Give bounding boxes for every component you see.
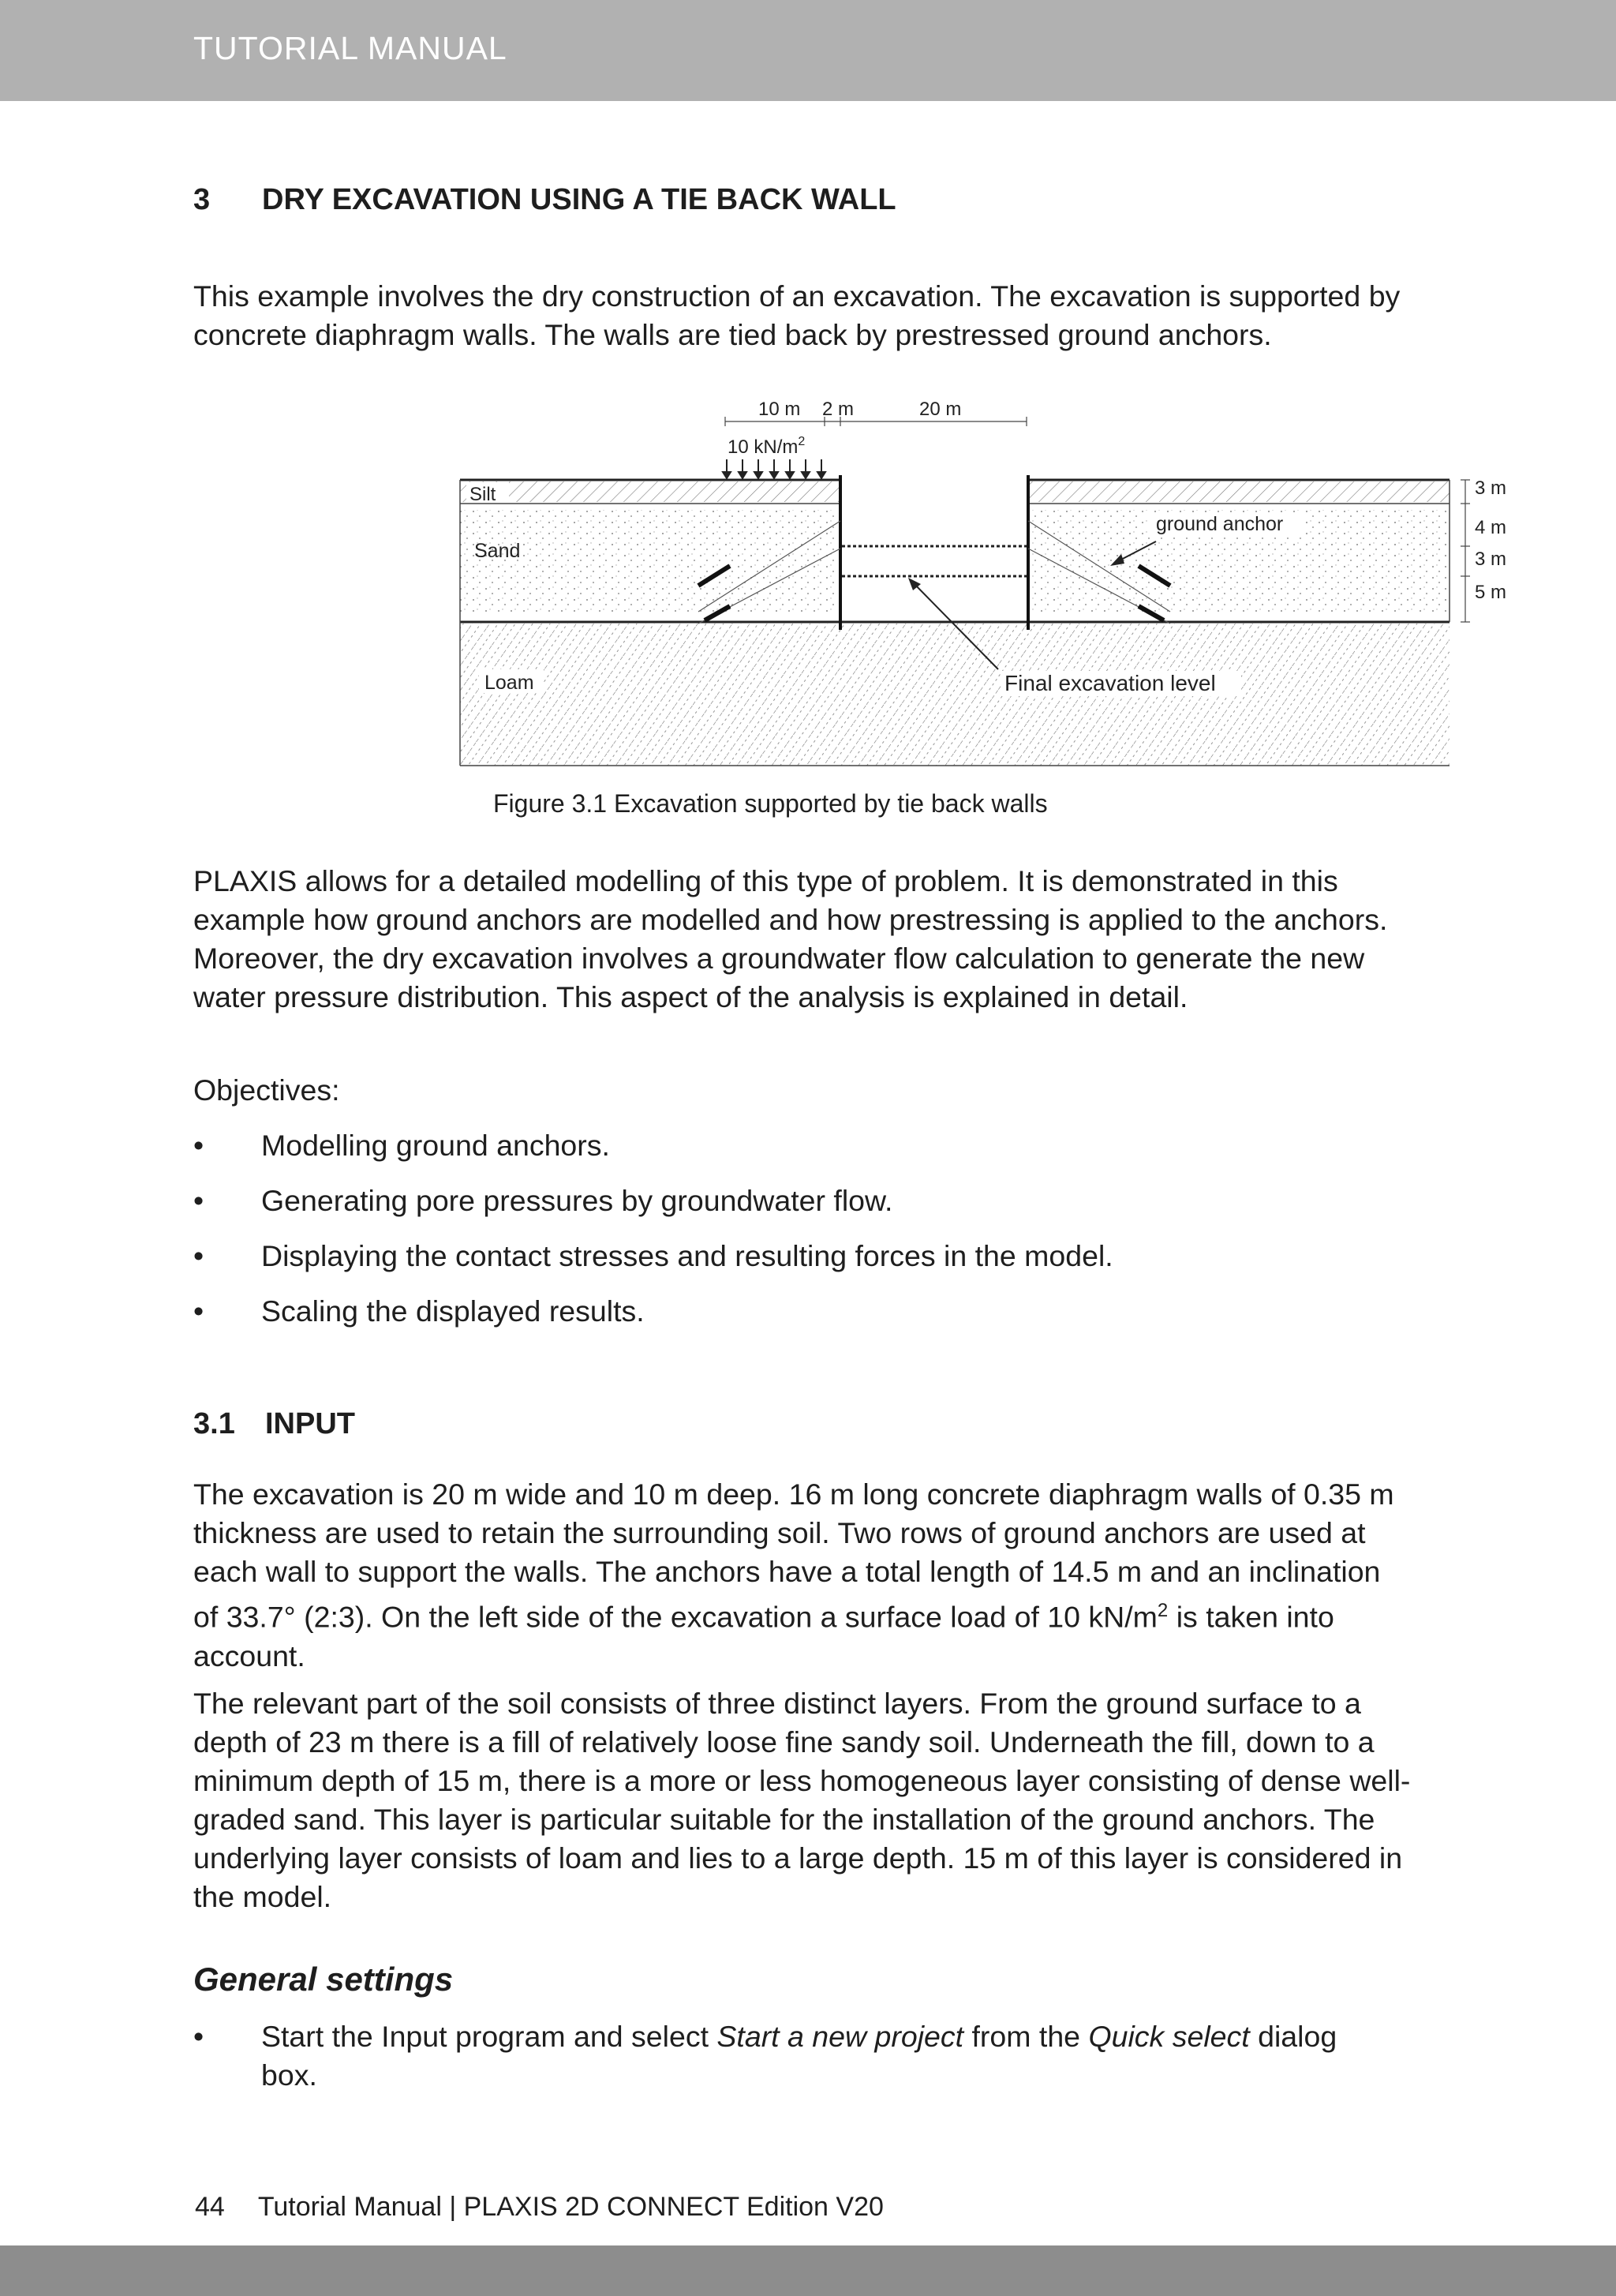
dim-2m-label: 2 m (822, 399, 855, 420)
depth-5m-label: 5 m (1475, 582, 1507, 603)
general-settings-heading: General settings (193, 1961, 454, 1998)
input-paragraph-1-end: is taken into account. (193, 1600, 1334, 1672)
general-settings-text (261, 2017, 1350, 2095)
surface-load-arrows (723, 459, 825, 478)
input-paragraph-1 (193, 1475, 1412, 1676)
loam-layer (460, 624, 1450, 766)
section-number: 3 (193, 183, 211, 216)
depth-4m-label: 4 m (1475, 517, 1507, 538)
depth-3m-a-label: 3 m (1475, 478, 1507, 499)
input-paragraph-1-sup: 2 (1157, 1600, 1169, 1621)
objective-text: Modelling ground anchors. (261, 1129, 610, 1162)
dim-20m-label: 20 m (919, 399, 962, 420)
page-footer (195, 2192, 884, 2223)
input-paragraph-1-text: The excavation is 20 m wide and 10 m deep. 16 m long concrete diaphragm walls of 0.35 m thickness are used to retain the surrounding soil. Two rows of ground anchors are used at each wall to support the walls. The anchors have a total length of 14.5 m and an inclination of 33.7° (2:3). On the left side of the excavation a surface load of 10 kN/m (193, 1478, 1394, 1634)
subsection-heading (193, 1407, 1408, 1447)
objective-text: Scaling the displayed results. (261, 1294, 645, 1328)
bullet-dot: • (193, 1184, 204, 1217)
page-number: 44 (195, 2192, 225, 2222)
bullet-dot: • (193, 2020, 204, 2053)
plaxis-paragraph: PLAXIS allows for a detailed modelling of this type of problem. It is demonstrated in this example how ground anchors are modelled and how prestressing is applied to the anchors. Moreover, the dry excavation involves a groundwater flow calculation to generate the new water pressure distribution. This aspect of the analysis is explained in detail. (193, 864, 1388, 1013)
objective-item (193, 1292, 1408, 1331)
header-bar (0, 0, 1616, 101)
figure-caption: Figure 3.1 Excavation supported by tie back walls (493, 789, 1048, 818)
section-heading (193, 183, 1408, 223)
gs-text-mid: from the (963, 2020, 1089, 2053)
layer-silt-label: Silt (469, 484, 496, 505)
dim-10m-label: 10 m (758, 399, 801, 420)
objective-item (193, 1237, 1408, 1275)
gs-text-post: dialog box. (261, 2020, 1337, 2092)
sand-layer-left (460, 510, 840, 614)
load-label (728, 435, 805, 458)
start-new-project-term: Start a new project (716, 2020, 964, 2053)
layer-sand-label: Sand (474, 540, 521, 562)
header-title: TUTORIAL MANUAL (193, 30, 507, 66)
load-superscript: 2 (798, 435, 806, 448)
objective-item (193, 1182, 1408, 1220)
bullet-dot: • (193, 1239, 204, 1272)
excavation-figure (256, 387, 1507, 773)
ground-anchor-label: ground anchor (1156, 513, 1284, 535)
gs-text-pre: Start the Input program and select (261, 2020, 717, 2053)
silt-layer-right (1028, 481, 1450, 502)
final-level-label: Final excavation level (1004, 671, 1216, 695)
silt-layer-left (460, 481, 840, 502)
bullet-dot: • (193, 1294, 204, 1328)
subsection-number: 3.1 (193, 1407, 235, 1440)
section-title: DRY EXCAVATION USING A TIE BACK WALL (262, 183, 896, 216)
general-settings-item (193, 2017, 1408, 2096)
objective-text: Displaying the contact stresses and resulting forces in the model. (261, 1239, 1113, 1272)
objective-item (193, 1126, 1408, 1165)
bullet-dot: • (193, 1129, 204, 1162)
objectives-label: Objectives: (193, 1073, 340, 1107)
quick-select-term: Quick select (1088, 2020, 1250, 2053)
objective-text: Generating pore pressures by groundwater flow. (261, 1184, 893, 1217)
subsection-title: INPUT (265, 1407, 355, 1440)
footer-text: Tutorial Manual | PLAXIS 2D CONNECT Edition V20 (257, 2192, 884, 2222)
intro-paragraph: This example involves the dry construction of an excavation. The excavation is supported by concrete diaphragm walls. The walls are tied back by prestressed ground anchors. (193, 279, 1401, 351)
input-paragraph-2: The relevant part of the soil consists of three distinct layers. From the ground surface to a depth of 23 m there is a fill of relatively loose fine sandy soil. Underneath the fill, down to a minimum depth of 15 m, there is a more or less homogeneous layer consisting of dense well-graded sand. This layer is particular suitable for the installation of the ground anchors. The underlying layer consists of loam and lies to a large depth. 15 m of this layer is considered in the model. (193, 1687, 1411, 1913)
depth-3m-b-label: 3 m (1475, 549, 1507, 570)
load-value: 10 kN/m (728, 436, 799, 458)
layer-loam-label: Loam (484, 672, 534, 694)
footer-bar (0, 2245, 1616, 2296)
